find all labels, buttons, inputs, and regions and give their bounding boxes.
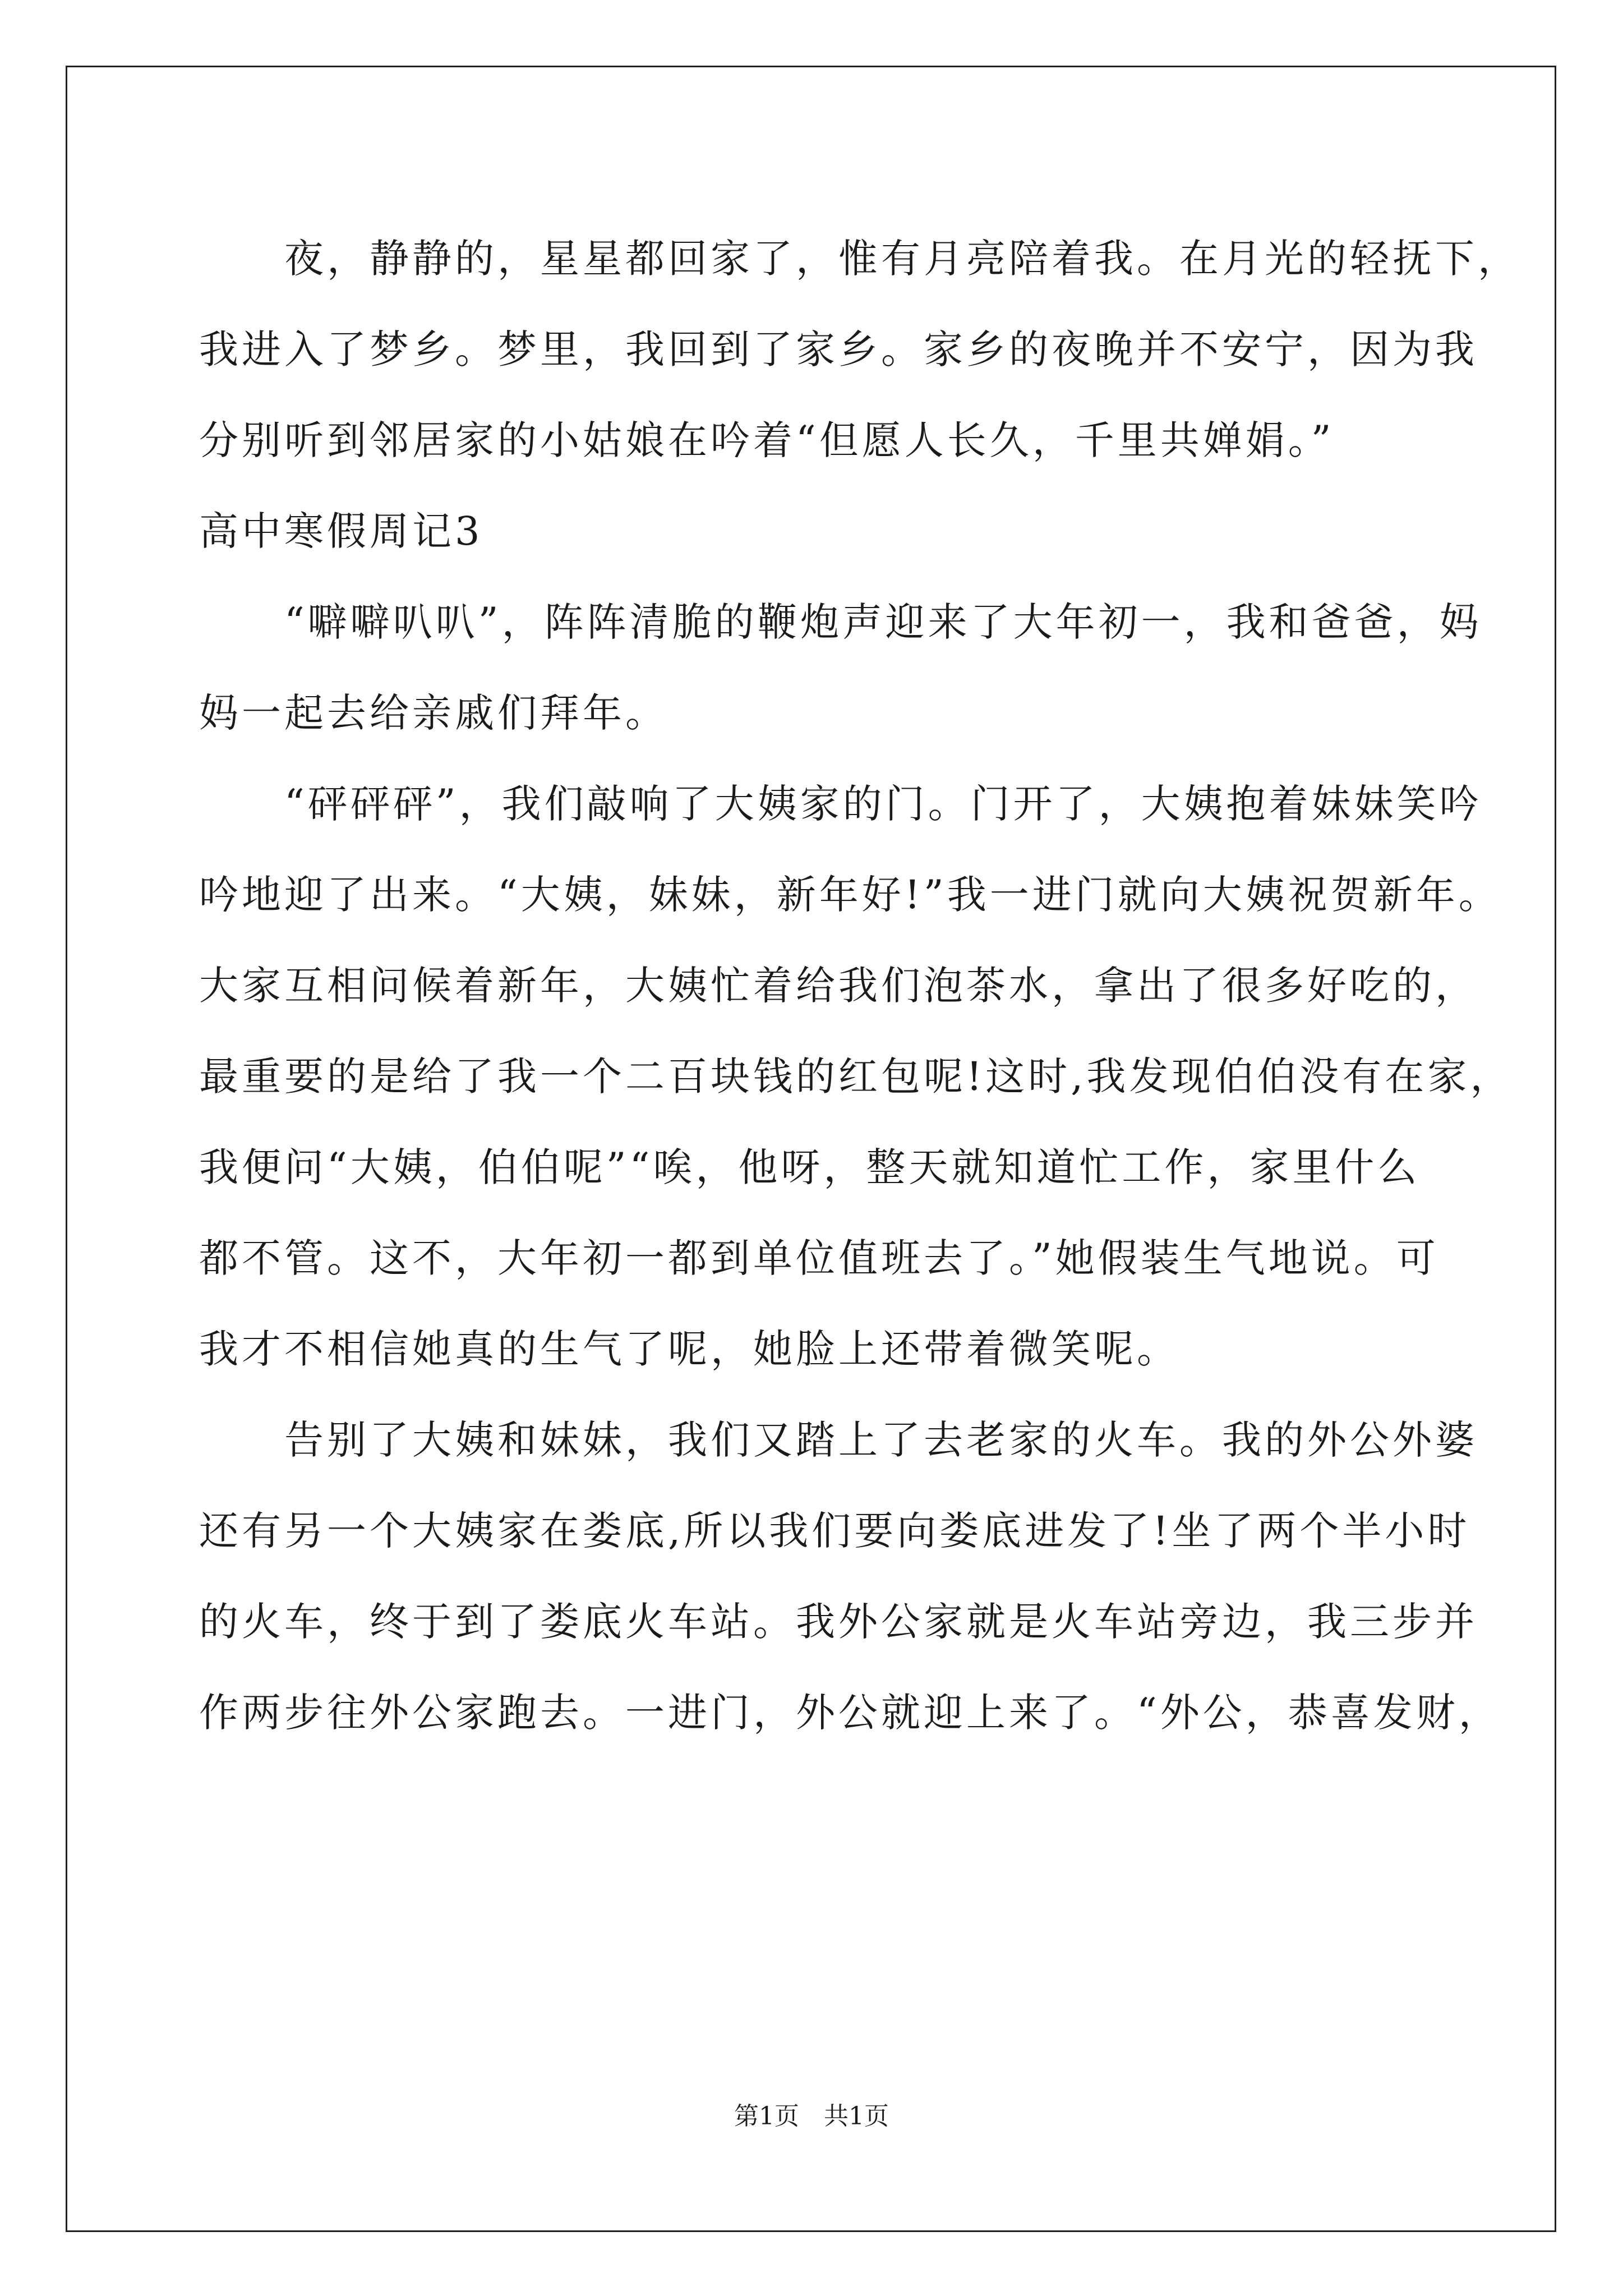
text-line: 我便问“大姨，伯伯呢”“唉，他呀，整天就知道忙工作，家里什么 — [199, 1144, 1421, 1190]
text-line: 吟地迎了出来。“大姨，妹妹，新年好!”我一进门就向大姨祝贺新年。 — [199, 872, 1501, 918]
page-footer: 第1页 共1页 — [734, 2102, 889, 2131]
text-line: 还有另一个大姨家在娄底,所以我们要向娄底进发了!坐了两个半小时 — [199, 1508, 1470, 1554]
text-line: “噼噼叭叭”，阵阵清脆的鞭炮声迎来了大年初一，我和爸爸，妈 — [199, 599, 1482, 645]
text-line: 的火车，终于到了娄底火车站。我外公家就是火车站旁边，我三步并 — [199, 1599, 1478, 1645]
text-line: 大家互相问候着新年，大姨忙着给我们泡茶水，拿出了很多好吃的， — [199, 963, 1478, 1009]
text-line: 最重要的是给了我一个二百块钱的红包呢!这时,我发现伯伯没有在家， — [199, 1053, 1513, 1099]
document-body — [199, 213, 1520, 1758]
text-line: 告别了大姨和妹妹，我们又踏上了去老家的火车。我的外公外婆 — [199, 1417, 1478, 1463]
text-line: 我进入了梦乡。梦里，我回到了家乡。家乡的夜晚并不安宁，因为我 — [199, 326, 1478, 372]
text-line: 夜，静静的，星星都回家了，惟有月亮陪着我。在月光的轻抚下， — [199, 236, 1520, 282]
text-line: 分别听到邻居家的小姑娘在吟着“但愿人长久，千里共婵娟。” — [199, 417, 1335, 463]
text-line: 我才不相信她真的生气了呢，她脸上还带着微笑呢。 — [199, 1326, 1179, 1372]
text-line: “砰砰砰”，我们敲响了大姨家的门。门开了，大姨抱着妹妹笑吟 — [199, 781, 1482, 827]
text-line: 妈一起去给亲戚们拜年。 — [199, 690, 668, 736]
section-heading: 高中寒假周记3 — [199, 508, 483, 554]
text-line: 都不管。这不，大年初一都到单位值班去了。”她假装生气地说。可 — [199, 1235, 1439, 1281]
text-line: 作两步往外公家跑去。一进门，外公就迎上来了。“外公，恭喜发财， — [199, 1690, 1501, 1736]
